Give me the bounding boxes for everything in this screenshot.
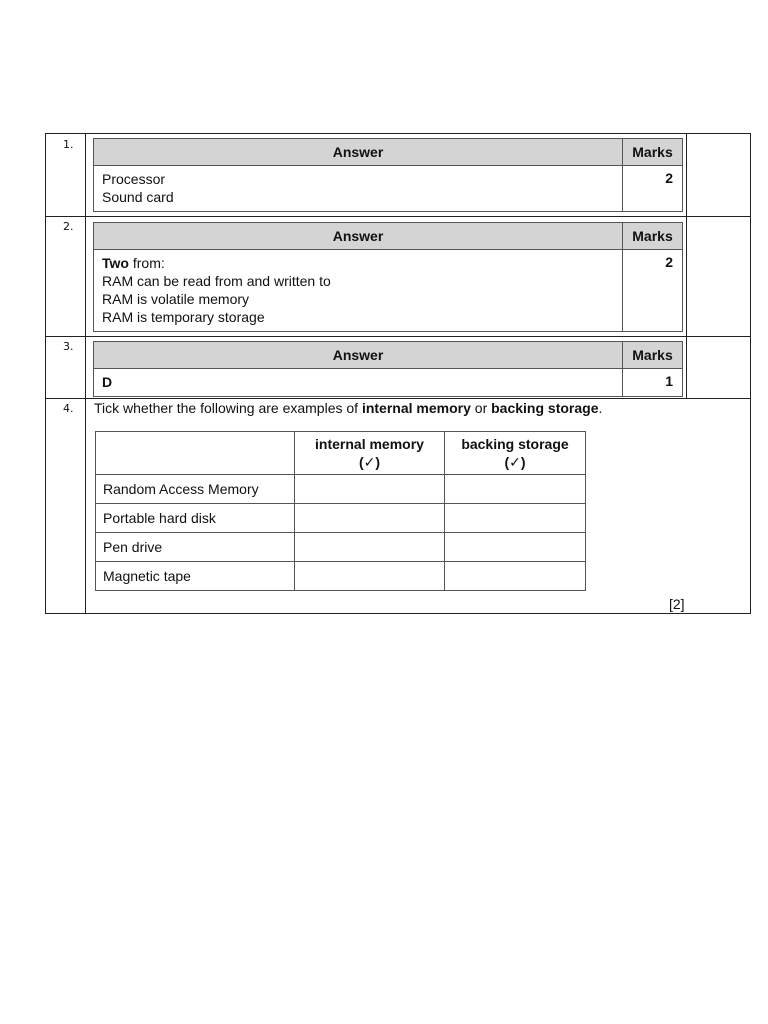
answer-lead-rest: from: — [128, 255, 165, 271]
row-label: Magnetic tape — [96, 562, 295, 591]
tick-cell-backing[interactable] — [445, 562, 586, 591]
answer-line: Processor — [102, 171, 166, 187]
column-header-blank — [96, 432, 295, 475]
answer-header: Answer — [94, 342, 623, 368]
tick-cell-internal[interactable] — [295, 533, 445, 562]
row-divider — [46, 336, 750, 337]
tick-mark-label: (✓) — [504, 454, 526, 470]
answer-line: RAM can be read from and written to — [102, 273, 331, 289]
tick-table — [95, 431, 586, 591]
row-label: Pen drive — [96, 533, 295, 562]
tick-cell-internal[interactable] — [295, 504, 445, 533]
marks-value: 2 — [665, 254, 673, 270]
question-prompt — [94, 400, 602, 416]
column-header-internal-memory — [295, 432, 445, 475]
table-row — [96, 475, 586, 504]
answer-row — [94, 166, 682, 211]
answer-line: Sound card — [102, 189, 174, 205]
marks-total: [2] — [669, 596, 685, 612]
row-divider — [46, 216, 750, 217]
marks-value: 1 — [665, 373, 673, 389]
answer-table — [93, 222, 683, 332]
table-row — [96, 533, 586, 562]
answer-lead — [102, 254, 614, 272]
row-divider — [46, 398, 750, 399]
column-header-label: backing storage — [461, 436, 569, 452]
answer-cell — [94, 250, 623, 331]
tick-mark-label: (✓) — [358, 454, 381, 470]
answer-header: Answer — [94, 223, 623, 249]
prompt-bold: backing storage — [491, 400, 599, 416]
tick-cell-internal[interactable] — [295, 562, 445, 591]
question-number: 2. — [63, 220, 74, 233]
tick-cell-internal[interactable] — [295, 475, 445, 504]
question-grid — [45, 133, 751, 614]
answer-line: RAM is volatile memory — [102, 291, 250, 307]
answer-cell — [94, 166, 623, 211]
answer-table — [93, 341, 683, 397]
answer-table-header — [94, 223, 682, 250]
answer-row — [94, 369, 682, 396]
answer-row — [94, 250, 682, 331]
prompt-bold: internal memory — [361, 400, 471, 416]
marks-header: Marks — [632, 347, 673, 363]
answer-table-header — [94, 342, 682, 369]
answer-table-header — [94, 139, 682, 166]
row-label: Random Access Memory — [96, 475, 295, 504]
table-row — [96, 504, 586, 533]
table-row — [96, 562, 586, 591]
column-header-backing-storage — [445, 432, 586, 475]
answer-line: RAM is temporary storage — [102, 309, 265, 325]
tick-cell-backing[interactable] — [445, 475, 586, 504]
answer-header: Answer — [94, 139, 623, 165]
answer-lead-bold: Two — [102, 255, 129, 271]
tick-cell-backing[interactable] — [445, 533, 586, 562]
question-number: 1. — [63, 138, 74, 151]
right-column-divider — [686, 134, 687, 398]
number-column-divider — [85, 134, 86, 613]
answer-cell — [94, 369, 623, 396]
marks-header: Marks — [632, 228, 673, 244]
question-number: 3. — [63, 340, 74, 353]
marks-header: Marks — [632, 144, 673, 160]
marks-value: 2 — [665, 170, 673, 186]
prompt-text: or — [470, 400, 492, 416]
answer-line: D — [102, 374, 113, 390]
question-number: 4. — [63, 402, 74, 415]
prompt-text: Tick whether the following are examples of — [94, 400, 362, 416]
row-label: Portable hard disk — [96, 504, 295, 533]
column-header-label: internal memory — [315, 436, 424, 452]
tick-cell-backing[interactable] — [445, 504, 586, 533]
tick-table-header — [96, 432, 586, 475]
prompt-text: . — [598, 400, 603, 416]
answer-table — [93, 138, 683, 212]
